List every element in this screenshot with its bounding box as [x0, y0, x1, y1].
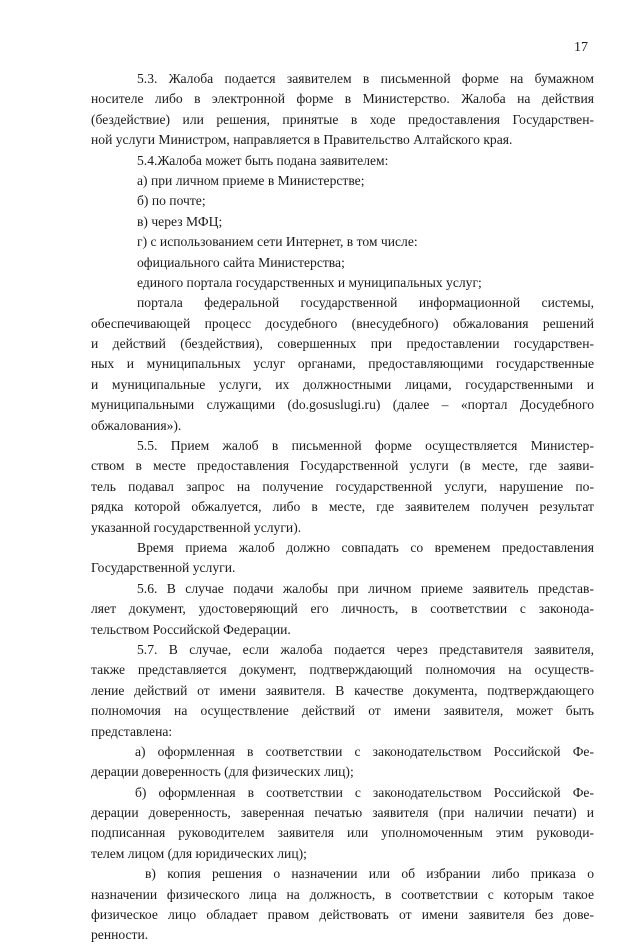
- text-line: 5.4.Жалоба может быть подана заявителем:: [137, 152, 389, 168]
- text-line: ной услуги Министром, направляется в Правительство Алтайского края.: [91, 132, 513, 148]
- text-line: назначении физического лица на должность, в соответствии с которым такое: [91, 886, 594, 902]
- text-line: ляет документ, удостоверяющий его личность, в соответствии с законода-: [91, 601, 594, 617]
- text-line: телем лицом (для юридических лиц);: [91, 845, 307, 861]
- text-line: также представляется документ, подтверждающий полномочия на осуществ-: [91, 662, 594, 678]
- text-line: муниципальными служащими (do.gosuslugi.ru) (далее – «портал Досудебного: [91, 397, 594, 413]
- text-line: физическое лицо обладает правом действовать от имени заявителя без дове-: [91, 907, 594, 923]
- text-line: ление действий от имени заявителя. В качестве документа, подтверждающего: [91, 682, 594, 698]
- text-line: представлена:: [91, 723, 173, 739]
- text-line: ренности.: [91, 927, 149, 943]
- text-line: в) через МФЦ;: [137, 213, 223, 229]
- text-line: в) копия решения о назначении или об избрании либо приказа о: [145, 866, 594, 882]
- body-text: [91, 69, 594, 946]
- text-line: и муниципальные услуги, их должностными лицами, государственными и: [91, 376, 594, 392]
- text-line: 5.3. Жалоба подается заявителем в письменной форме на бумажном: [137, 71, 594, 86]
- text-line: г) с использованием сети Интернет, в том числе:: [137, 234, 418, 250]
- text-line: Государственной услуги.: [91, 560, 236, 576]
- text-line: 5.7. В случае, если жалоба подается через представителя заявителя,: [137, 641, 594, 657]
- text-line: Время приема жалоб должно совпадать со временем предоставления: [137, 539, 594, 555]
- text-line: носителе либо в электронной форме в Министерство. Жалоба на действия: [91, 91, 594, 107]
- text-line: а) при личном приеме в Министерстве;: [137, 172, 365, 188]
- text-line: 5.6. В случае подачи жалобы при личном приеме заявитель представ-: [137, 580, 594, 596]
- text-line: полномочия на осуществление действий от имени заявителя, может быть: [91, 703, 594, 719]
- text-line: ных и муниципальных услуг органами, предоставляющими государственные: [91, 356, 594, 372]
- text-line: указанной государственной услуги).: [91, 519, 302, 535]
- text-line: а) оформленная в соответствии с законодательством Российской Фе-: [135, 743, 594, 759]
- text-line: портала федеральной государственной информационной системы,: [137, 295, 594, 311]
- text-line: рядка которой обжалуется, либо в месте, где заявителем получен результат: [91, 499, 594, 515]
- text-line: ством в месте предоставления Государственной услуги (в месте, где заяви-: [91, 458, 594, 474]
- page-number: 17: [574, 40, 588, 55]
- text-line: и действий (бездействия), совершенных при предоставлении государствен-: [91, 336, 594, 352]
- text-line: тель подавал запрос на получение государственной услуги, нарушение по-: [91, 478, 594, 494]
- text-line: обеспечивающей процесс досудебного (внесудебного) обжалования решений: [91, 315, 594, 331]
- text-line: б) оформленная в соответствии с законодательством Российской Фе-: [135, 784, 594, 800]
- text-line: 5.5. Прием жалоб в письменной форме осуществляется Министер-: [137, 438, 594, 454]
- text-line: официального сайта Министерства;: [137, 254, 345, 270]
- text-line: (бездействие) или решения, принятые в ходе предоставления Государствен-: [91, 111, 594, 127]
- text-line: подписанная руководителем заявителя или уполномоченным этим руководи-: [91, 825, 594, 841]
- text-line: единого портала государственных и муниципальных услуг;: [137, 274, 482, 290]
- text-line: обжалования»).: [91, 417, 182, 433]
- text-line: дерации доверенность (для физических лиц);: [91, 764, 354, 780]
- text-line: б) по почте;: [137, 193, 206, 209]
- text-line: тельством Российской Федерации.: [91, 621, 291, 637]
- text-line: дерации доверенность, заверенная печатью заявителя (при наличии печати) и: [91, 805, 594, 821]
